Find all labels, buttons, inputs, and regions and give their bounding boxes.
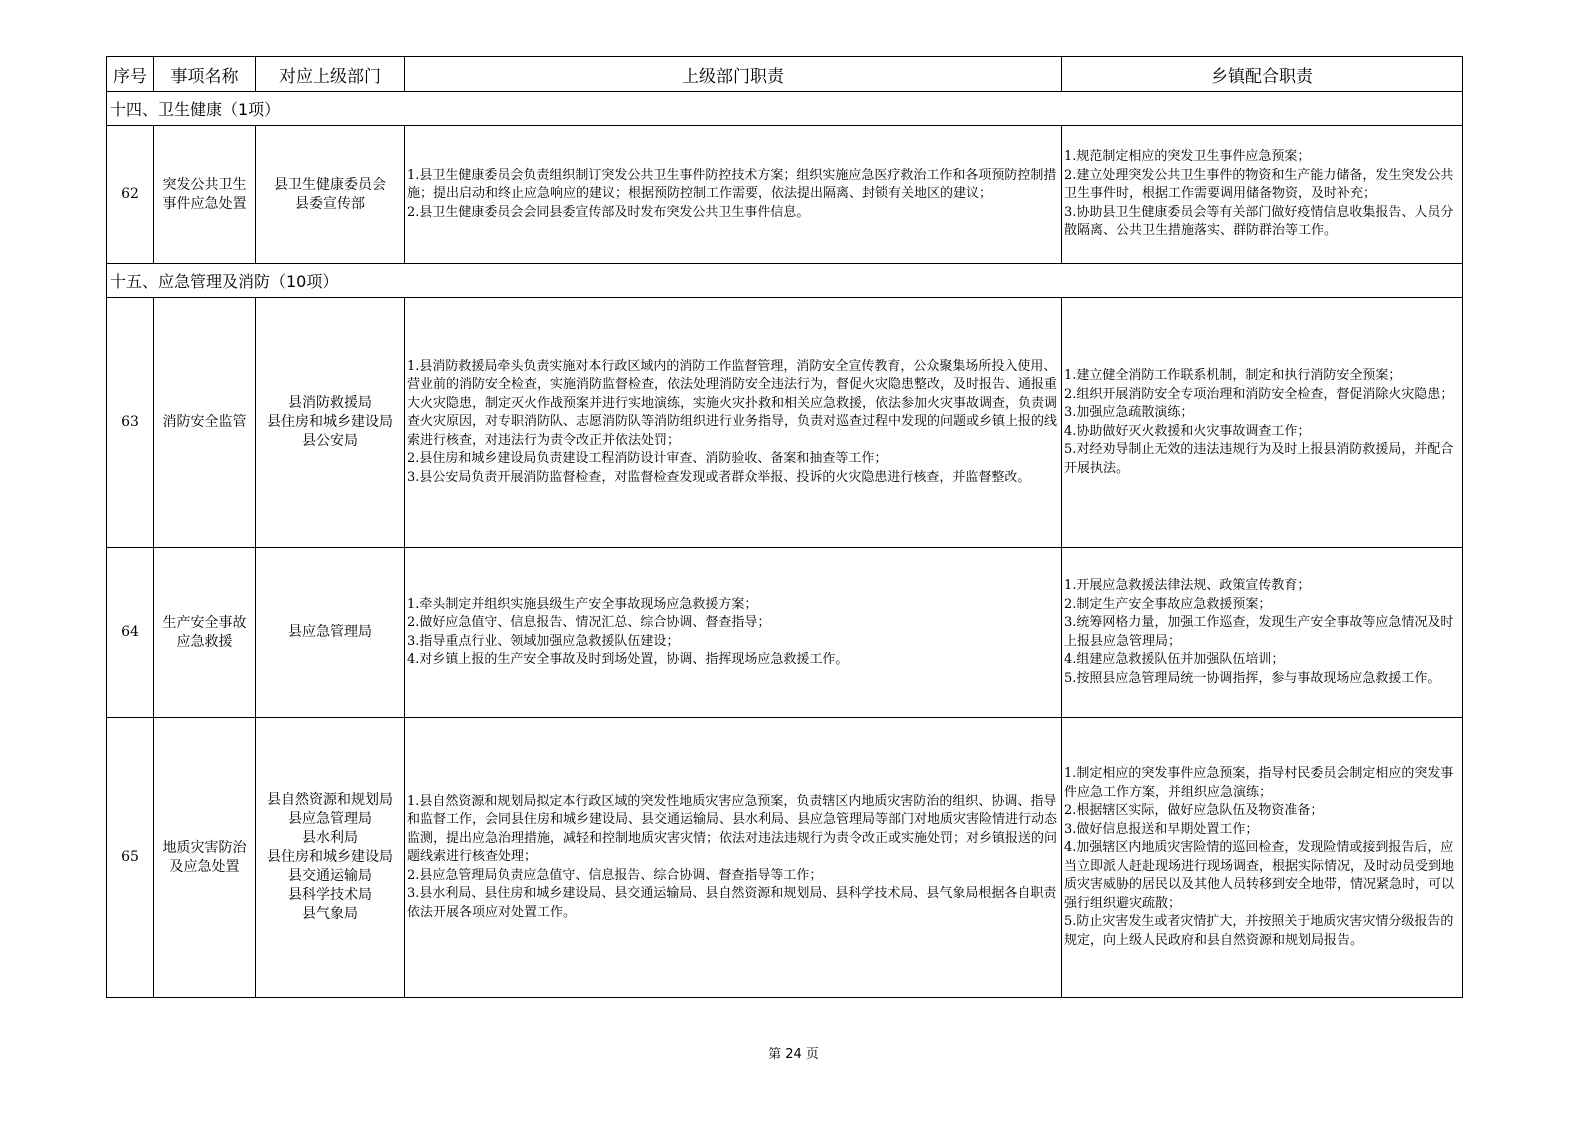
upper-duty-line: 1.县消防救援局牵头负责实施对本行政区域内的消防工作监督管理，消防安全宣传教育，公众聚集场所投入使用、营业前的消防安全检查，实施消防监督检查，依法处理消防安全违法行为，督促火灾隐患整改，及时报告、通报重大火灾隐患，制定灭火作战预案并进行实地演练，实施火灾扑救和相关应急救援，依法参加火灾事故调查，负责调查火灾原因，对专职消防队、志愿消防队等消防组织进行业务指导，负责对巡查过程中发现的问题或乡镇上报的线索进行核查，对违法行为责令改正并依法处罚； <box>407 358 1058 448</box>
item-name-line: 事件应急处置 <box>162 195 247 212</box>
item-name-line: 生产安全事故 <box>162 614 247 631</box>
upper-duty-line: 4.对乡镇上报的生产安全事故及时到场处置，协调、指挥现场应急救援工作。 <box>407 652 849 667</box>
table-row <box>107 548 1463 718</box>
upper-duty-line: 3.县公安局负责开展消防监督检查，对监督检查发现或者群众举报、投诉的火灾隐患进行核查，并监督整改。 <box>407 469 1031 485</box>
town-duty-line: 2.制定生产安全事故应急救援预案； <box>1064 596 1272 612</box>
header-town: 乡镇配合职责 <box>1062 57 1463 92</box>
town-duty-line: 1.建立健全消防工作联系机制，制定和执行消防安全预案； <box>1064 368 1402 383</box>
table-row <box>107 298 1463 548</box>
town-duty-line: 2.建立处理突发公共卫生事件的物资和生产能力储备，发生突发公共卫生事件时，根据工作需要调用储备物资，及时补充； <box>1064 167 1454 202</box>
town-duty-line: 5.按照县应急管理局统一协调指挥，参与事故现场应急救援工作。 <box>1064 670 1441 686</box>
upper-dept-line: 县气象局 <box>302 906 358 922</box>
section-title: 十四、卫生健康（1项） <box>107 92 1463 126</box>
upper-dept-line: 县公安局 <box>302 433 358 449</box>
town-duty-line: 3.统筹网格力量，加强工作巡查，发现生产安全事故等应急情况及时上报县应急管理局； <box>1064 615 1454 649</box>
upper-dept <box>256 548 405 718</box>
town-duty-line: 2.组织开展消防安全专项治理和消防安全检查，督促消除火灾隐患； <box>1064 386 1454 402</box>
town-duty-line: 3.做好信息报送和早期处置工作； <box>1064 821 1259 837</box>
upper-duty <box>405 126 1062 264</box>
town-duty-line: 4.协助做好灭火救援和火灾事故调查工作； <box>1064 423 1311 439</box>
header-item: 事项名称 <box>154 57 256 92</box>
section-row <box>107 92 1463 126</box>
town-duty-line: 5.对经劝导制止无效的违法违规行为及时上报县消防救援局，并配合开展执法。 <box>1064 442 1454 476</box>
table-row <box>107 718 1463 998</box>
row-number: 62 <box>107 126 154 264</box>
town-duty-line: 5.防止灾害发生或者灾情扩大，并按照关于地质灾害灾情分级报告的规定，向上级人民政府和县自然资源和规划局报告。 <box>1064 914 1454 948</box>
upper-duty-line: 1.牵头制定并组织实施县级生产安全事故现场应急救援方案； <box>407 596 758 612</box>
upper-duty <box>405 298 1062 548</box>
town-duty <box>1062 718 1463 998</box>
item-name <box>154 718 256 998</box>
upper-dept-line: 县应急管理局 <box>288 811 372 827</box>
upper-dept <box>256 126 405 264</box>
item-name-line: 应急救援 <box>176 633 233 650</box>
upper-dept-line: 县住房和城乡建设局 <box>267 849 393 865</box>
upper-dept-line: 县消防救援局 <box>288 395 372 411</box>
town-duty <box>1062 548 1463 718</box>
upper-duty-line: 1.县自然资源和规划局拟定本行政区域的突发性地质灾害应急预案，负责辖区内地质灾害防治的组织、协调、指导和监督工作，会同县住房和城乡建设局、县交通运输局、县水利局、县应急管理局等部门对地质灾害险情进行动态监测，提出应急治理措施，减轻和控制地质灾害灾情；依法对违法违规行为责令改正或实施处罚；对乡镇报送的问题线索进行核查处理； <box>407 793 1058 865</box>
town-duty-line: 3.协助县卫生健康委员会等有关部门做好疫情信息收集报告、人员分散隔离、公共卫生措施落实、群防群治等工作。 <box>1064 204 1454 239</box>
upper-duty-line: 2.县卫生健康委员会会同县委宣传部及时发布突发公共卫生事件信息。 <box>407 204 810 220</box>
town-duty-line: 1.开展应急救援法律法规、政策宣传教育； <box>1064 578 1311 593</box>
table-header-row <box>107 57 1463 92</box>
item-name-line: 突发公共卫生 <box>162 176 247 193</box>
upper-duty-line: 3.县水利局、县住房和城乡建设局、县交通运输局、县自然资源和规划局、县科学技术局、县气象局根据各自职责依法开展各项应对处置工作。 <box>407 886 1057 920</box>
town-duty-line: 4.组建应急救援队伍并加强队伍培训； <box>1064 652 1285 667</box>
upper-dept-line: 县水利局 <box>302 830 358 846</box>
upper-duty-line: 2.县应急管理局负责应急值守、信息报告、综合协调、督查指导等工作； <box>407 867 823 883</box>
upper-dept-line: 县自然资源和规划局 <box>267 792 393 808</box>
row-number: 64 <box>107 548 154 718</box>
item-name-line: 地质灾害防治 <box>162 839 247 856</box>
upper-dept <box>256 718 405 998</box>
table-row <box>107 126 1463 264</box>
section-title: 十五、应急管理及消防（10项） <box>107 264 1463 298</box>
item-name <box>154 298 256 548</box>
upper-duty-line: 1.县卫生健康委员会负责组织制订突发公共卫生事件防控技术方案；组织实施应急医疗救治工作和各项预防控制措施；提出启动和终止应急响应的建议；根据预防控制工作需要，依法提出隔离、封锁有关地区的建议； <box>407 167 1057 202</box>
item-name-line: 及应急处置 <box>169 858 240 875</box>
upper-dept-line: 县委宣传部 <box>295 195 365 212</box>
row-number: 63 <box>107 298 154 548</box>
row-number: 65 <box>107 718 154 998</box>
section-row <box>107 264 1463 298</box>
town-duty <box>1062 126 1463 264</box>
responsibility-table <box>106 56 1463 998</box>
upper-dept <box>256 298 405 548</box>
upper-dept-line: 县卫生健康委员会 <box>274 176 386 193</box>
upper-duty-line: 3.指导重点行业、领域加强应急救援队伍建设； <box>407 633 680 649</box>
item-name <box>154 548 256 718</box>
town-duty <box>1062 298 1463 548</box>
upper-dept-line: 县交通运输局 <box>288 868 372 884</box>
document-page <box>106 56 1462 998</box>
header-dept: 对应上级部门 <box>256 57 405 92</box>
table-body <box>107 92 1463 998</box>
upper-duty-line: 2.做好应急值守、信息报告、情况汇总、综合协调、督查指导； <box>407 615 771 630</box>
upper-dept-line: 县应急管理局 <box>288 624 372 640</box>
town-duty-line: 1.规范制定相应的突发卫生事件应急预案； <box>1064 149 1311 165</box>
upper-duty <box>405 548 1062 718</box>
upper-duty-line: 2.县住房和城乡建设局负责建设工程消防设计审查、消防验收、备案和抽查等工作； <box>407 451 888 467</box>
header-no: 序号 <box>107 57 154 92</box>
town-duty-line: 4.加强辖区内地质灾害险情的巡回检查，发现险情或接到报告后，应当立即派人赶赴现场进行现场调查，根据实际情况，及时动员受到地质灾害威胁的居民以及其他人员转移到安全地带，情况紧急时，可以强行组织避灾疏散； <box>1064 840 1455 911</box>
upper-duty <box>405 718 1062 998</box>
upper-dept-line: 县住房和城乡建设局 <box>267 414 393 430</box>
item-name <box>154 126 256 264</box>
town-duty-line: 3.加强应急疏散演练； <box>1064 405 1194 420</box>
town-duty-line: 1.制定相应的突发事件应急预案，指导村民委员会制定相应的突发事件应急工作方案，并组织应急演练； <box>1064 766 1454 800</box>
upper-dept-line: 县科学技术局 <box>288 887 372 903</box>
town-duty-line: 2.根据辖区实际，做好应急队伍及物资准备； <box>1064 803 1324 818</box>
item-name-line: 消防安全监管 <box>162 414 247 430</box>
header-upper: 上级部门职责 <box>405 57 1062 92</box>
page-number: 第 24 页 <box>768 1047 819 1062</box>
